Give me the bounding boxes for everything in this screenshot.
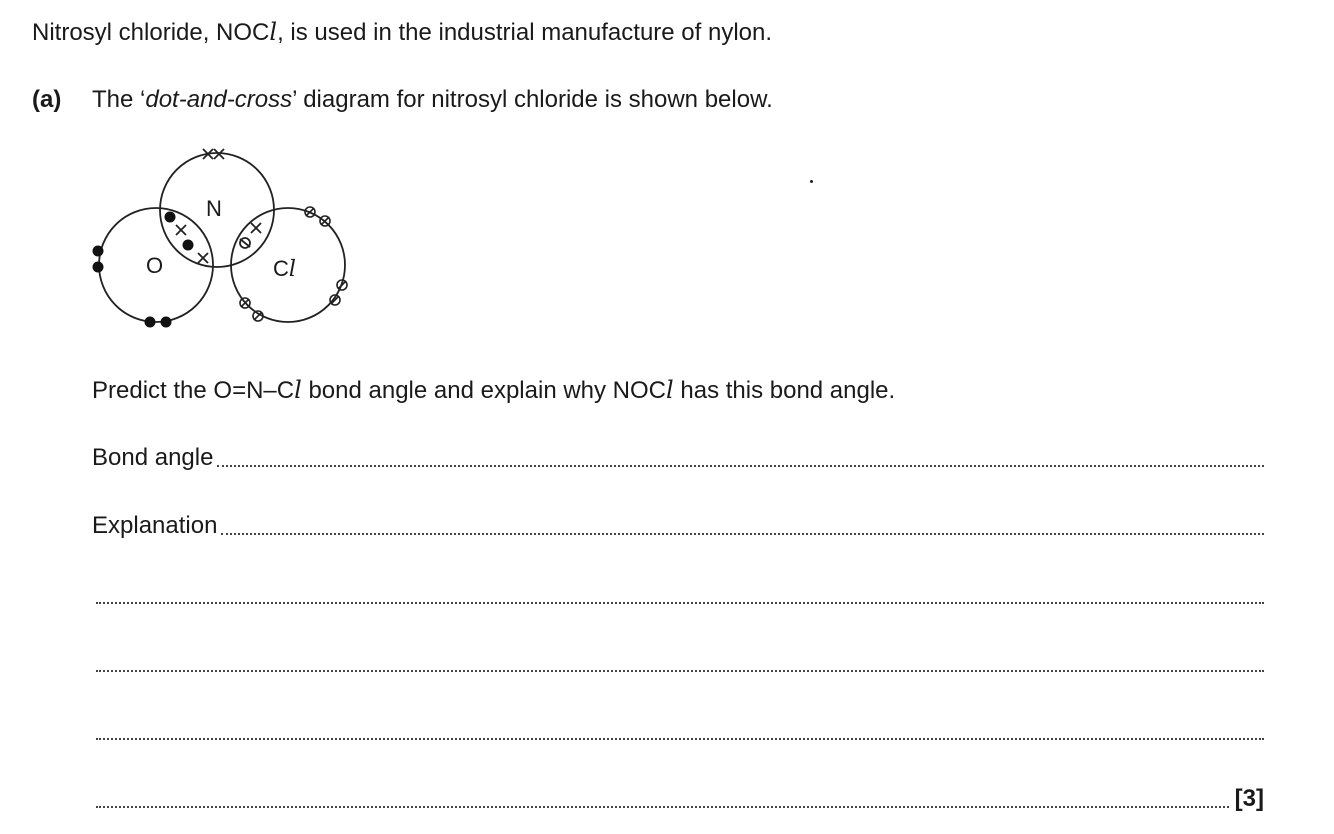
- oxygen-lone-pair-left: [93, 246, 104, 273]
- answer-line-row: [92, 784, 1264, 814]
- question-text-part: bond angle and explain why NOC: [301, 377, 667, 404]
- explanation-answer-line[interactable]: [96, 669, 1264, 672]
- intro-text-part: Nitrosyl chloride, NOC: [32, 19, 270, 46]
- part-a-text: [92, 85, 773, 115]
- explanation-answer-line[interactable]: [221, 532, 1264, 535]
- explanation-label: Explanation: [92, 512, 218, 539]
- explanation-answer-line[interactable]: [96, 737, 1264, 740]
- chlorine-symbol-l: l: [269, 18, 278, 46]
- chlorine-symbol-l: l: [294, 376, 302, 404]
- explanation-answer-line[interactable]: [96, 805, 1229, 808]
- single-bond-electrons: [240, 223, 261, 248]
- part-a-text-part: The ‘: [92, 86, 146, 113]
- part-a-italic-term: dot-and-cross: [145, 86, 293, 113]
- atom-label-cl-c: C: [273, 256, 289, 281]
- bond-angle-row: [92, 443, 1264, 473]
- atom-label-cl-l: l: [288, 257, 296, 282]
- question-text-part: Predict the O=N–C: [92, 377, 295, 404]
- bond-angle-answer-line[interactable]: [217, 464, 1264, 467]
- answer-line-row: [92, 716, 1264, 746]
- atom-label-cl: [273, 256, 296, 282]
- stray-dot: [810, 180, 813, 183]
- chlorine-symbol-l: l: [666, 376, 674, 404]
- explanation-row: [92, 511, 1264, 541]
- answer-line-row: [92, 580, 1264, 610]
- dot-and-cross-diagram: [80, 135, 370, 340]
- part-a-label: (a): [32, 86, 62, 113]
- atom-label-o: O: [146, 253, 164, 278]
- question-text-part: has this bond angle.: [673, 377, 896, 404]
- question-text: [92, 375, 895, 406]
- marks-label: [3]: [1234, 785, 1264, 812]
- intro-text-part: , is used in the industrial manufacture of nylon.: [277, 19, 773, 46]
- explanation-answer-line[interactable]: [96, 601, 1264, 604]
- intro-text: [32, 17, 772, 48]
- double-bond-electrons: [165, 212, 209, 264]
- answer-line-row: [92, 648, 1264, 678]
- part-a-text-part: ’ diagram for nitrosyl chloride is shown below.: [292, 86, 773, 113]
- atom-label-n: N: [206, 196, 222, 221]
- bond-angle-label: Bond angle: [92, 444, 214, 471]
